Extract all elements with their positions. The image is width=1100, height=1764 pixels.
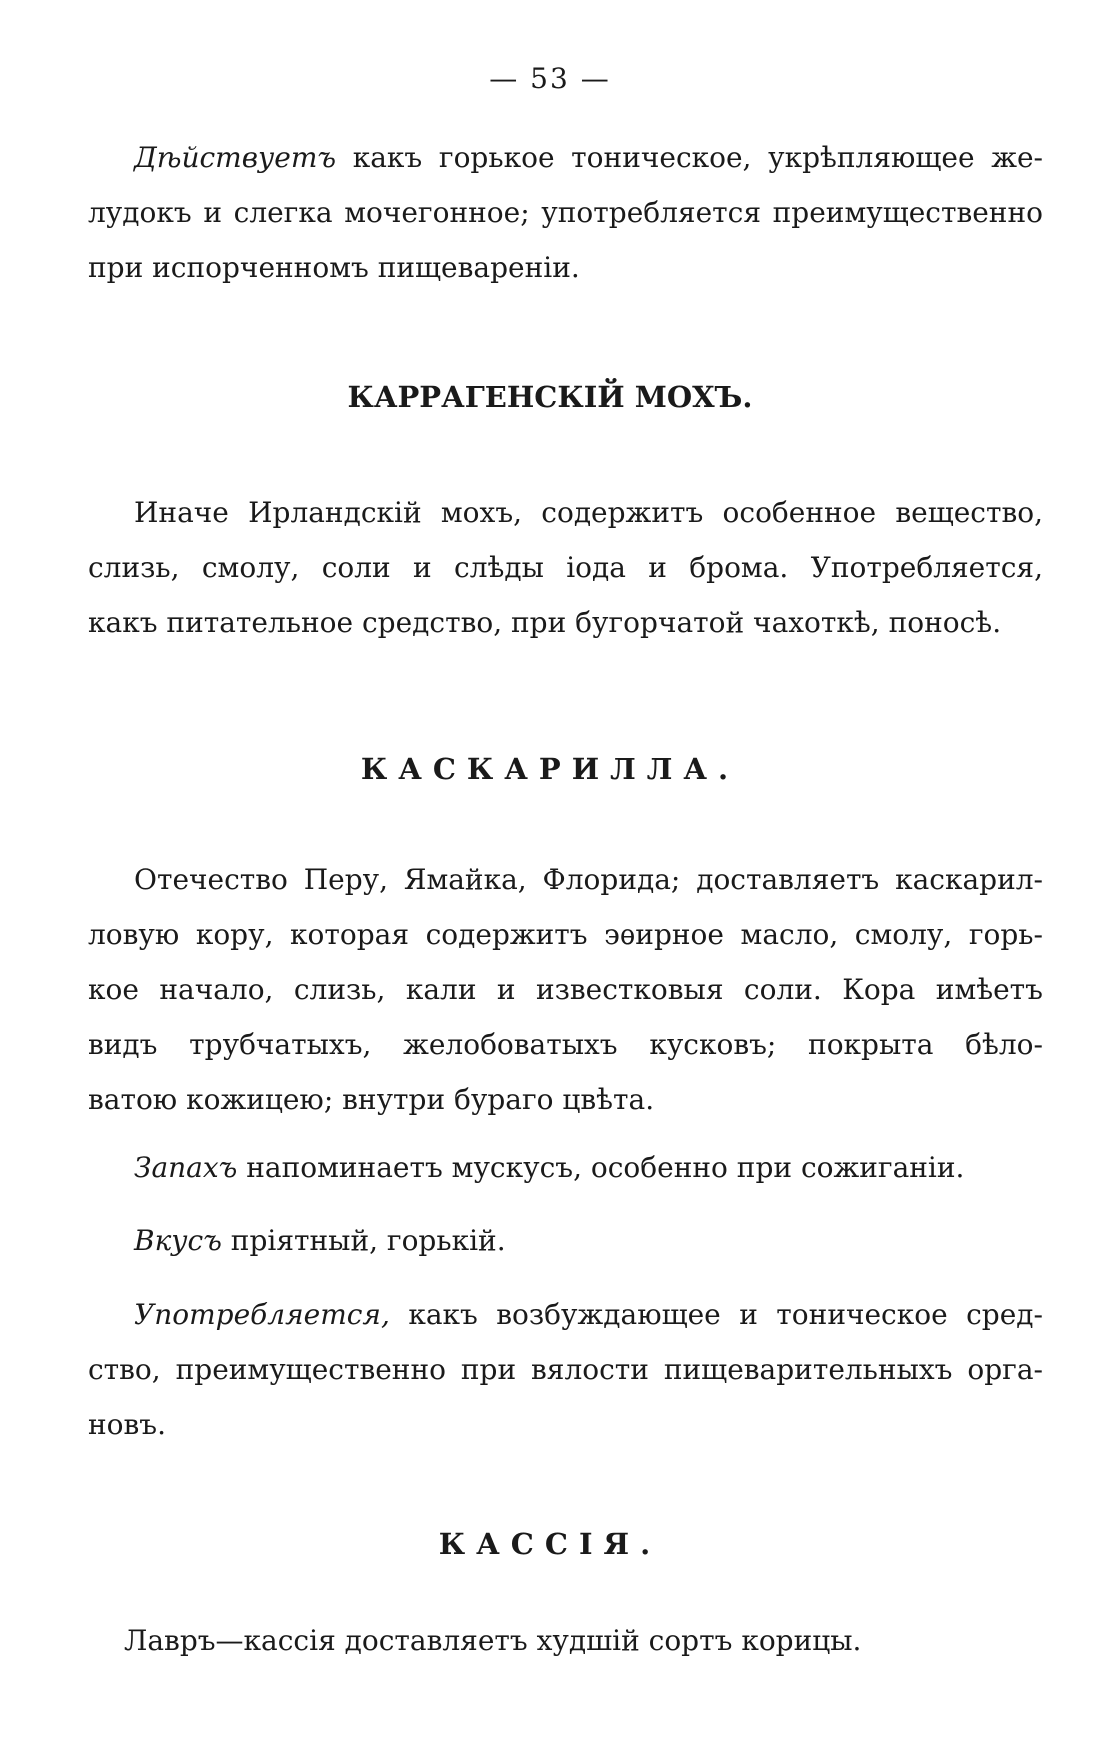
section-title-carrageen: КАРРАГЕНСКІЙ МОХЪ. xyxy=(347,380,753,414)
cascarilla-line-4: видъ трубчатыхъ, желобоватыхъ кусковъ; покрыта бѣло- xyxy=(88,1028,1043,1061)
cascarilla-line-3: кое начало, слизь, кали и известковыя соли. Кора имѣетъ xyxy=(88,973,1043,1006)
cascarilla-use-line-1 xyxy=(88,1287,1043,1342)
cascarilla-taste-line xyxy=(88,1213,1043,1268)
taste-text: пріятный, горькій. xyxy=(230,1224,506,1257)
cascarilla-paragraph-1 xyxy=(88,852,1043,1127)
intro-line-1 xyxy=(88,130,1043,185)
carrageen-line-1 xyxy=(88,485,1043,540)
intro-lead-word: Дѣйствуетъ xyxy=(134,141,337,174)
cascarilla-use-line-3: новъ. xyxy=(88,1408,166,1441)
cascarilla-use-line-2: ство, преимущественно при вялости пищеварительныхъ орга- xyxy=(88,1353,1043,1386)
intro-text: какъ горькое тоническое, укрѣпляющее же- xyxy=(352,141,1044,174)
carrageen-line-1-text: Иначе Ирландскій мохъ, содержитъ особенное вещество, xyxy=(134,496,1043,529)
cascarilla-line-1-text: Отечество Перу, Ямайка, Флорида; доставляетъ каскарил- xyxy=(134,863,1043,896)
carrageen-line-3: какъ питательное средство, при бугорчатой чахоткѣ, поносѣ. xyxy=(88,606,1002,639)
carrageen-paragraph xyxy=(88,485,1043,650)
use-text-1: какъ возбуждающее и тоническое сред- xyxy=(408,1298,1043,1331)
smell-lead-word: Запахъ xyxy=(134,1151,238,1184)
cascarilla-smell-paragraph xyxy=(88,1140,1043,1195)
use-lead-word: Употребляется, xyxy=(134,1298,390,1331)
intro-line-2: лудокъ и слегка мочегонное; употребляется преимущественно xyxy=(88,196,1043,229)
cascarilla-line-2: ловую кору, которая содержитъ эѳирное масло, смолу, горь- xyxy=(88,918,1043,951)
cassia-text: Лавръ—кассія доставляетъ худшій сортъ корицы. xyxy=(124,1624,862,1657)
section-title-cascarilla: КАСКАРИЛЛА. xyxy=(360,752,740,786)
smell-text: напоминаетъ мускусъ, особенно при сожиганіи. xyxy=(246,1151,965,1184)
cascarilla-use-paragraph xyxy=(88,1287,1043,1452)
cascarilla-smell-line xyxy=(88,1140,1043,1195)
cassia-line xyxy=(88,1613,1043,1668)
taste-lead-word: Вкусъ xyxy=(134,1224,222,1257)
cascarilla-taste-paragraph xyxy=(88,1213,1043,1268)
cascarilla-line-1 xyxy=(88,852,1043,907)
cascarilla-line-5: ватою кожицею; внутри бураго цвѣта. xyxy=(88,1083,655,1116)
section-title-cassia: КАССІЯ. xyxy=(438,1527,662,1561)
page-number: — 53 — xyxy=(489,62,611,95)
intro-paragraph xyxy=(88,130,1043,295)
carrageen-line-2: слизь, смолу, соли и слѣды іода и брома. Употребляется, xyxy=(88,551,1043,584)
cassia-paragraph xyxy=(88,1613,1043,1668)
intro-line-3: при испорченномъ пищевареніи. xyxy=(88,251,580,284)
